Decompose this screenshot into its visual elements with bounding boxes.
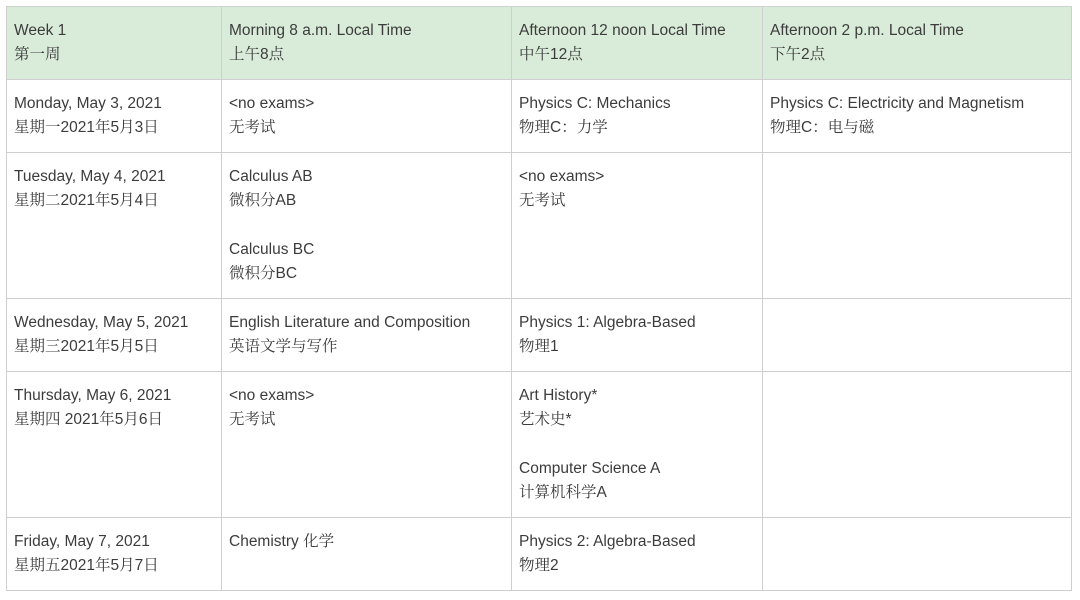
afternoon-cell [763, 80, 1072, 153]
date-en: Friday, May 7, 2021 [14, 533, 150, 550]
afternoon-cell [763, 153, 1072, 299]
exam-name-zh: 微积分AB [229, 192, 297, 209]
date-en: Wednesday, May 5, 2021 [14, 314, 189, 331]
exam-name-zh: 物理C：电与磁 [770, 119, 875, 136]
slot-label-en: Afternoon 2 p.m. Local Time [770, 22, 964, 39]
exam-name-en: Art History* [519, 387, 598, 404]
table-row [7, 299, 1072, 372]
date-cell [7, 299, 222, 372]
table-row [7, 518, 1072, 591]
slot-label-en: Afternoon 12 noon Local Time [519, 22, 726, 39]
afternoon-cell [763, 518, 1072, 591]
exam-name-zh: 英语文学与写作 [229, 338, 338, 355]
exam-name-en: Physics 1: Algebra-Based [519, 314, 696, 331]
noon-cell [512, 153, 763, 299]
date-en: Tuesday, May 4, 2021 [14, 168, 166, 185]
afternoon-cell [763, 372, 1072, 518]
exam-name-en: English Literature and Composition [229, 314, 471, 331]
exam-name-en: Physics C: Electricity and Magnetism [770, 95, 1025, 112]
date-zh: 星期三2021年5月5日 [14, 338, 159, 355]
week-header-cell [7, 7, 222, 80]
noon-header-cell [512, 7, 763, 80]
date-zh: 星期二2021年5月4日 [14, 192, 159, 209]
noon-cell [512, 518, 763, 591]
date-en: Monday, May 3, 2021 [14, 95, 162, 112]
slot-label-zh: 中午12点 [519, 46, 583, 63]
noon-cell [512, 299, 763, 372]
exam-name-zh: 艺术史* [519, 411, 572, 428]
table-row [7, 372, 1072, 518]
exam-name-en: Physics C: Mechanics [519, 95, 671, 112]
exam-separator [519, 432, 756, 457]
noon-cell [512, 372, 763, 518]
exam-name-en: Calculus AB [229, 168, 313, 185]
exam-name-zh: 微积分BC [229, 265, 298, 282]
table-row [7, 153, 1072, 299]
slot-label-zh: 下午2点 [770, 46, 826, 63]
morning-cell [222, 299, 512, 372]
slot-label-zh: 上午8点 [229, 46, 285, 63]
morning-cell [222, 518, 512, 591]
date-cell [7, 518, 222, 591]
exam-name-en: <no exams> [229, 95, 315, 112]
exam-name-en: <no exams> [229, 387, 315, 404]
morning-header-cell [222, 7, 512, 80]
exam-name-zh: 无考试 [519, 192, 566, 209]
exam-name-zh: 计算机科学A [519, 484, 607, 501]
week-label-en: Week 1 [14, 22, 67, 39]
noon-cell [512, 80, 763, 153]
exam-schedule-table [6, 6, 1072, 591]
slot-label-en: Morning 8 a.m. Local Time [229, 22, 412, 39]
exam-name-en: Computer Science A [519, 460, 661, 477]
exam-name-zh: 物理2 [519, 557, 559, 574]
morning-cell [222, 372, 512, 518]
date-zh: 星期五2021年5月7日 [14, 557, 159, 574]
exam-name-en: <no exams> [519, 168, 605, 185]
exam-name-zh: 物理C：力学 [519, 119, 608, 136]
exam-name-zh: 物理1 [519, 338, 559, 355]
afternoon-cell [763, 299, 1072, 372]
morning-cell [222, 153, 512, 299]
date-cell [7, 80, 222, 153]
header-row [7, 7, 1072, 80]
exam-name-en: Physics 2: Algebra-Based [519, 533, 696, 550]
date-zh: 星期一2021年5月3日 [14, 119, 159, 136]
exam-name-zh: 无考试 [229, 411, 276, 428]
exam-name-zh: 无考试 [229, 119, 276, 136]
week-label-zh: 第一周 [14, 46, 61, 63]
morning-cell [222, 80, 512, 153]
exam-name-en: Chemistry 化学 [229, 533, 335, 550]
date-en: Thursday, May 6, 2021 [14, 387, 172, 404]
table-row [7, 80, 1072, 153]
exam-separator [229, 213, 505, 238]
date-zh: 星期四 2021年5月6日 [14, 411, 164, 428]
date-cell [7, 372, 222, 518]
afternoon-header-cell [763, 7, 1072, 80]
date-cell [7, 153, 222, 299]
exam-name-en: Calculus BC [229, 241, 315, 258]
